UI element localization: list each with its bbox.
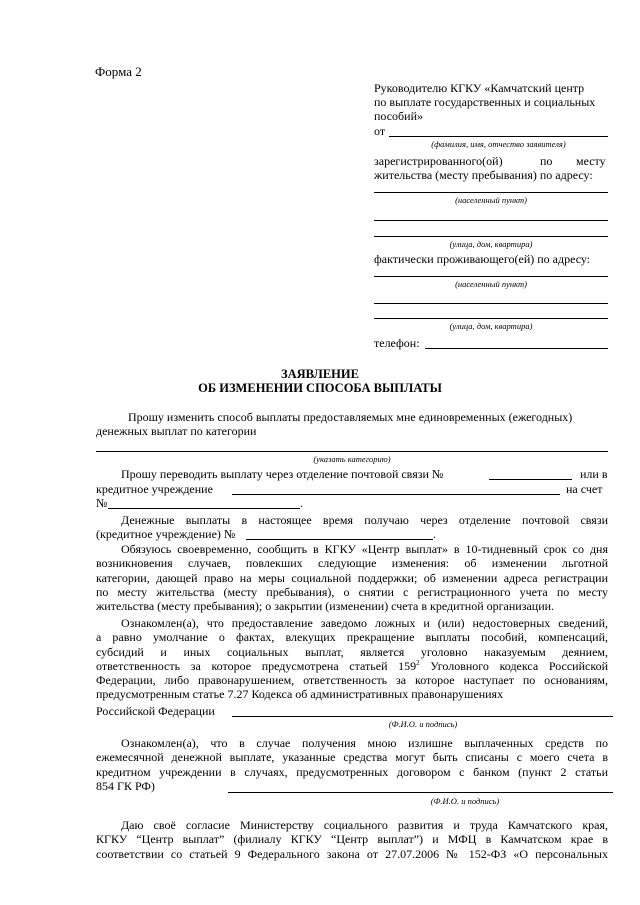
document-title: ЗАЯВЛЕНИЕ	[281, 367, 359, 381]
bank-name-field[interactable]	[232, 494, 560, 495]
addressee-line-2: по выплате государственных и социальных	[374, 95, 596, 109]
liability-line-6: предусмотренным статье 7.27 Кодекса об административных правонарушениях	[96, 687, 504, 702]
consent-line-2: КГКУ “Центр выплат” (филиалу КГКУ “Центр выплат”) и МФЦ в Камчатском крае в	[96, 832, 608, 847]
signature-caption-1: (Ф.И.О. и подпись)	[388, 719, 458, 729]
consent-paragraph	[96, 818, 608, 861]
registered-label-a: зарегистрированного(ой)	[374, 154, 503, 168]
liability-line-4-start: ответственность за которое предусмотрена статьей 159	[96, 658, 417, 673]
account-number-end: .	[300, 496, 303, 510]
registered-label-c: месту	[576, 154, 606, 168]
liability-last-line: Российской Федерации	[96, 704, 215, 718]
addressee-line-3: пособий»	[374, 109, 423, 123]
signature-field-1[interactable]	[232, 716, 613, 717]
liability-line-1: Ознакомлен(а), что предоставление заведомо ложных и (или) недостоверных сведений,	[121, 616, 608, 630]
registered-settlement-caption: (населенный пункт)	[455, 195, 527, 205]
actual-settlement-field[interactable]	[374, 276, 608, 277]
postal-transfer-text: Прошу переводить выплату через отделение почтовой связи №	[121, 467, 444, 481]
liability-line-5: Федерации, либо правонарушением, ответственность за которое наступает по основаниям,	[96, 673, 608, 688]
liability-paragraph	[96, 616, 608, 702]
obligation-line-3: категории, дающей право на меры социальной поддержки; об изменении адреса регистрации	[96, 570, 608, 585]
document-subtitle: ОБ ИЗМЕНЕНИИ СПОСОБА ВЫПЛАТЫ	[198, 381, 442, 395]
current-payment-line-2: (кредитное учреждение) №	[96, 527, 236, 541]
footnote-mark: 2	[416, 658, 420, 667]
phone-field[interactable]	[425, 348, 608, 349]
consent-line-3: соответствии со статьей 9 Федерального закона от 27.07.2006 № 152-ФЗ «О персональных	[96, 846, 608, 861]
registered-street-field-1[interactable]	[374, 220, 608, 221]
liability-line-4	[96, 659, 608, 673]
request-paragraph	[96, 410, 608, 439]
obligation-line-5: жительства (месту пребывания); о закрытии (изменении) счета в кредитной организации.	[96, 599, 555, 614]
request-line-2: денежных выплат по категории	[96, 424, 257, 439]
from-label: от	[374, 124, 386, 138]
category-field[interactable]	[96, 451, 608, 452]
bank-label: кредитное учреждение	[96, 482, 213, 496]
liability-line-4-end: Уголовного кодекса Российской	[419, 658, 608, 673]
obligation-line-4: по месту жительства (месту пребывания), о снятии с регистрационного учета по месту	[96, 584, 608, 599]
registered-street-caption: (улица, дом, квартира)	[449, 239, 533, 249]
request-line-1: Прошу изменить способ выплаты предоставляемых мне единовременных (ежегодных)	[128, 410, 573, 424]
form-number: Форма 2	[95, 64, 142, 79]
current-payment-end: .	[433, 527, 436, 541]
actual-residence-label: фактически проживающего(ей) по адресу:	[374, 252, 591, 266]
account-number-label: №	[96, 496, 108, 510]
obligation-line-2: возникновения случаев, повлекших следующие изменения: об изменении льготной	[96, 556, 608, 571]
category-caption: (указать категорию)	[313, 454, 391, 464]
current-payment-line-1: Денежные выплаты в настоящее время получаю через отделение почтовой связи	[121, 513, 608, 527]
applicant-name-field[interactable]	[389, 136, 608, 137]
obligation-paragraph	[96, 542, 608, 613]
actual-settlement-caption: (населенный пункт)	[455, 279, 527, 289]
postal-office-number-field[interactable]	[489, 479, 572, 480]
applicant-name-caption: (фамилия, имя, отчество заявителя)	[431, 139, 566, 149]
actual-street-field-1[interactable]	[374, 303, 608, 304]
registered-label-2: жительства (месту пребывания) по адресу:	[374, 168, 593, 182]
signature-caption-2: (Ф.И.О. и подпись)	[430, 796, 500, 806]
overpayment-line-1: Ознакомлен(а), что в случае получения мною излишне выплаченных средств по	[121, 736, 608, 750]
signature-field-2[interactable]	[228, 792, 613, 793]
actual-street-caption: (улица, дом, квартира)	[449, 321, 533, 331]
registered-settlement-field[interactable]	[374, 192, 608, 193]
liability-line-2: а равно умолчание о фактах, влекущих прекращение выплаты пособий, компенсаций,	[96, 630, 608, 645]
phone-label: телефон:	[374, 336, 420, 350]
overpayment-line-4: 854 ГК РФ)	[96, 778, 155, 793]
actual-street-field-2[interactable]	[374, 318, 608, 319]
addressee-line-1: Руководителю КГКУ «Камчатский центр	[374, 81, 585, 95]
postal-or-text: или в	[580, 467, 608, 481]
registered-label-b: по	[540, 154, 553, 168]
registered-street-field-2[interactable]	[374, 236, 608, 237]
overpayment-paragraph	[96, 736, 608, 793]
current-payment-paragraph	[96, 513, 608, 527]
account-number-field[interactable]	[108, 508, 300, 509]
consent-line-1: Даю своё согласие Министерству социального развития и труда Камчатского края,	[121, 818, 608, 832]
liability-line-3: субсидий и иных социальных выплат, является уголовно наказуемым деянием,	[96, 644, 608, 659]
overpayment-line-2: ежемесячной денежной выплате, указанные средства могут быть списаны с моего счета в	[96, 750, 608, 765]
obligation-line-1: Обязуюсь своевременно, сообщить в КГКУ «Центр выплат» в 10-тидневный срок со дня	[121, 542, 608, 556]
current-payment-number-field[interactable]	[246, 539, 433, 540]
account-label: на счет	[566, 482, 603, 496]
overpayment-line-3: кредитном учреждении в случаях, предусмотренных договором с банком (пункт 2 статьи	[96, 764, 608, 779]
